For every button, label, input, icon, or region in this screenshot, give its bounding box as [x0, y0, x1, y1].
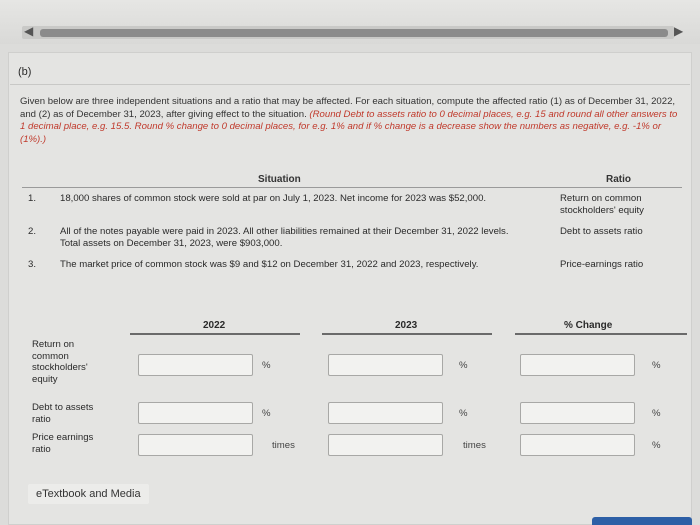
- debt-2023-input[interactable]: [328, 402, 443, 424]
- ratio-name: Return on common stockholders' equity: [560, 193, 644, 216]
- instructions-text: Given below are three independent situations and a ratio that may be affected. For each situation, compute the affected ratio (1) as of December 31, 2022, and (2) as of December 31, 2023, after giving effect to the situation.: [20, 96, 676, 120]
- col-header-change: % Change: [564, 320, 613, 331]
- instructions: [20, 96, 684, 146]
- divider: [10, 84, 690, 85]
- scroll-right-icon[interactable]: ▶: [674, 24, 684, 38]
- ratio-name: Debt to assets ratio: [560, 226, 643, 237]
- header-rule: [22, 187, 682, 188]
- submit-button[interactable]: [592, 517, 692, 525]
- unit-label: %: [652, 360, 661, 371]
- pe-change-input[interactable]: [520, 434, 635, 456]
- unit-label: %: [262, 360, 271, 371]
- situation-number: 3.: [28, 259, 37, 270]
- roe-change-input[interactable]: [520, 354, 635, 376]
- ratio-name: Price-earnings ratio: [560, 259, 644, 270]
- col-header-2023: 2023: [395, 320, 418, 331]
- debt-2022-input[interactable]: [138, 402, 253, 424]
- unit-label: %: [262, 408, 271, 419]
- pe-2022-input[interactable]: [138, 434, 253, 456]
- col-rule-2023: [322, 333, 492, 335]
- rounding-note: (Round Debt to assets ratio to 0 decimal places, e.g. 15 and round all other answers to 1 decimal place, e.g. 15.5. Round % change to 0 decimal places, for e.g. 1% and if % change is a decrease show the numbers as negative, e.g. -1% or (1%).): [20, 108, 678, 145]
- ratio-header: Ratio: [606, 174, 631, 185]
- unit-label: times: [272, 440, 295, 451]
- part-label: (b): [18, 66, 32, 78]
- situation-number: 2.: [28, 226, 37, 237]
- situation-text: 18,000 shares of common stock were sold at par on July 1, 2023. Net income for 2023 was $52,000.: [60, 193, 487, 204]
- pe-2023-input[interactable]: [328, 434, 443, 456]
- situation-text: The market price of common stock was $9 and $12 on December 31, 2022 and 2023, respectively.: [60, 259, 479, 270]
- row-label-pe: Price earnings ratio: [32, 432, 94, 455]
- roe-2022-input[interactable]: [138, 354, 253, 376]
- scroll-left-icon[interactable]: ◀: [24, 24, 34, 38]
- unit-label: %: [459, 408, 468, 419]
- row-label-roe: Return on common stockholders' equity: [32, 339, 88, 385]
- situation-text: All of the notes payable were paid in 2023. All other liabilities remained at their December 31, 2022 levels. Total assets on December 31, 2023, were $903,000.: [60, 226, 509, 249]
- situation-number: 1.: [28, 193, 37, 204]
- col-rule-2022: [130, 333, 300, 335]
- unit-label: %: [652, 408, 661, 419]
- etextbook-link[interactable]: eTextbook and Media: [28, 484, 149, 504]
- scrollbar-thumb[interactable]: [40, 29, 668, 37]
- unit-label: %: [652, 440, 661, 451]
- unit-label: %: [459, 360, 468, 371]
- unit-label: times: [463, 440, 486, 451]
- situation-header: Situation: [258, 174, 301, 185]
- col-rule-change: [515, 333, 687, 335]
- roe-2023-input[interactable]: [328, 354, 443, 376]
- row-label-debt-to-assets: Debt to assets ratio: [32, 402, 94, 425]
- col-header-2022: 2022: [203, 320, 226, 331]
- debt-change-input[interactable]: [520, 402, 635, 424]
